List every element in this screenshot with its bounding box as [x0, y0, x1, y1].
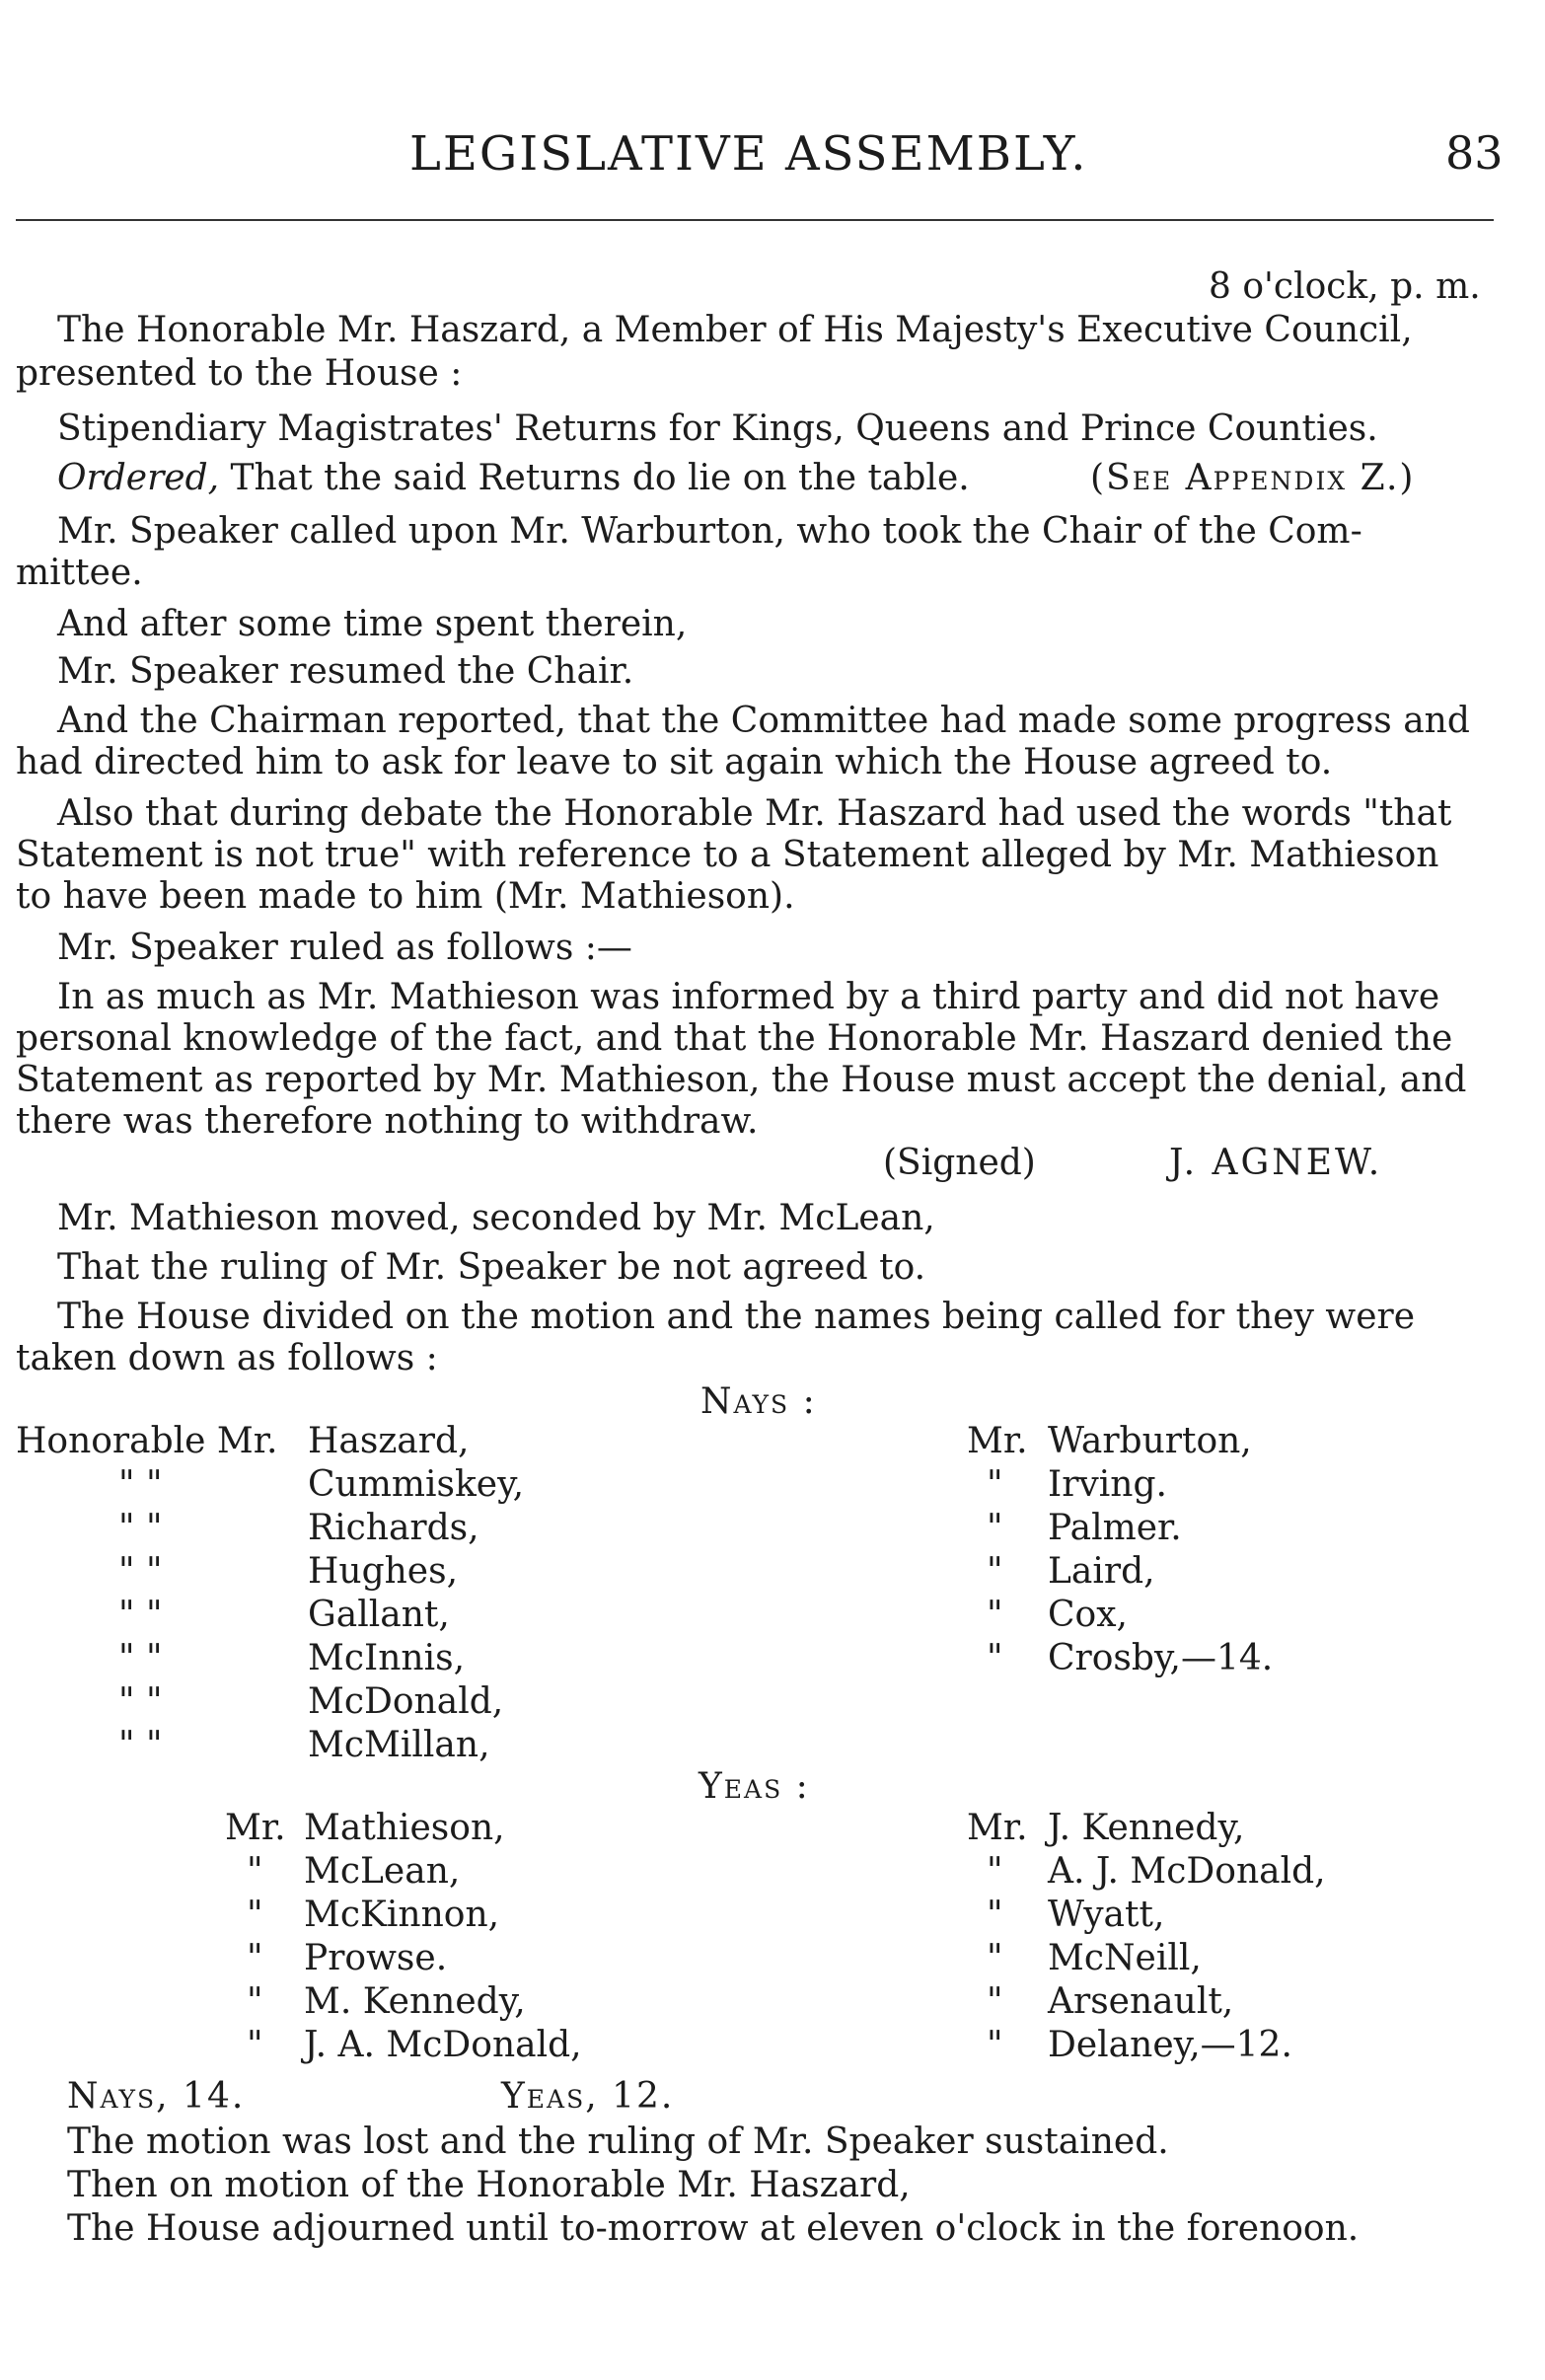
- ditto-mark: ": [987, 1895, 1003, 1935]
- vote-prefix: Honorable Mr.: [16, 1421, 278, 1461]
- vote-name: McMillan,: [308, 1725, 490, 1765]
- paragraph-line: Mr. Mathieson moved, seconded by Mr. McLean,: [57, 1198, 935, 1238]
- ditto-mark: ": [247, 1981, 263, 2022]
- ditto-mark: ": [247, 1938, 263, 1978]
- vote-name: Mathieson,: [304, 1808, 505, 1848]
- header-rule: [16, 219, 1494, 221]
- vote-name: Prowse.: [304, 1938, 448, 1978]
- paragraph-line: And after some time spent therein,: [57, 604, 688, 644]
- vote-name: J. Kennedy,: [1048, 1808, 1245, 1848]
- paragraph-line: The House adjourned until to-morrow at eleven o'clock in the forenoon.: [67, 2208, 1360, 2249]
- vote-name: McLean,: [304, 1851, 461, 1892]
- sitting-time: 8 o'clock, p. m.: [1209, 266, 1481, 307]
- vote-prefix: Mr.: [967, 1421, 1028, 1461]
- yeas-total: Yeas, 12.: [501, 2076, 675, 2117]
- paragraph-line: Statement is not true" with reference to a Statement alleged by Mr. Mathieson: [16, 835, 1439, 875]
- ditto-mark: ": [247, 2025, 263, 2065]
- ditto-mark: ": [987, 1938, 1003, 1978]
- vote-name: Delaney,—12.: [1048, 2025, 1292, 2065]
- running-title: LEGISLATIVE ASSEMBLY.: [409, 126, 1088, 182]
- paragraph-line: Mr. Speaker ruled as follows :—: [57, 928, 632, 968]
- paragraph-line: Also that during debate the Honorable Mr. Haszard had used the words "that: [57, 793, 1452, 834]
- ditto-mark: ": [987, 1595, 1003, 1635]
- ditto-mark: " ": [118, 1725, 163, 1765]
- signed-label: (Signed): [883, 1143, 1036, 1183]
- paragraph-line: personal knowledge of the fact, and that the Honorable Mr. Haszard denied the: [16, 1018, 1453, 1059]
- ditto-mark: " ": [118, 1551, 163, 1592]
- ditto-mark: ": [987, 1508, 1003, 1548]
- ditto-mark: ": [987, 1551, 1003, 1592]
- page-number: 83: [1445, 126, 1504, 180]
- paragraph-line: had directed him to ask for leave to sit again which the House agreed to.: [16, 742, 1333, 782]
- ditto-mark: ": [987, 1851, 1003, 1892]
- returns-line: Stipendiary Magistrates' Returns for Kings, Queens and Prince Counties.: [57, 409, 1378, 449]
- paragraph-line: Statement as reported by Mr. Mathieson, the House must accept the denial, and: [16, 1060, 1467, 1100]
- vote-name: Crosby,—14.: [1048, 1638, 1274, 1678]
- ditto-mark: " ": [118, 1638, 163, 1678]
- vote-name: A. J. McDonald,: [1048, 1851, 1326, 1892]
- vote-name: McDonald,: [308, 1681, 504, 1722]
- ditto-mark: " ": [118, 1595, 163, 1635]
- ditto-mark: ": [247, 1851, 263, 1892]
- ditto-mark: ": [987, 2025, 1003, 2065]
- paragraph-line: The House divided on the motion and the names being called for they were: [57, 1297, 1416, 1337]
- nays-total: Nays, 14.: [67, 2076, 246, 2117]
- ditto-mark: " ": [118, 1464, 163, 1505]
- paragraph-line: to have been made to him (Mr. Mathieson).: [16, 876, 795, 917]
- vote-name: Palmer.: [1048, 1508, 1182, 1548]
- vote-name: Cox,: [1048, 1595, 1128, 1635]
- ordered-line: [57, 458, 970, 499]
- vote-name: M. Kennedy,: [304, 1981, 526, 2022]
- vote-name: McNeill,: [1048, 1938, 1202, 1978]
- paragraph-line: Mr. Speaker called upon Mr. Warburton, who took the Chair of the Com-: [57, 511, 1362, 552]
- paragraph-line: mittee.: [16, 553, 143, 593]
- vote-name: Laird,: [1048, 1551, 1155, 1592]
- paragraph-line: In as much as Mr. Mathieson was informed by a third party and did not have: [57, 977, 1440, 1017]
- paragraph-line: presented to the House :: [16, 353, 463, 394]
- ditto-mark: ": [247, 1895, 263, 1935]
- paragraph-line: And the Chairman reported, that the Committee had made some progress and: [57, 701, 1470, 741]
- vote-name: Wyatt,: [1048, 1895, 1165, 1935]
- signatory-name: J. AGNEW.: [1169, 1143, 1383, 1183]
- vote-name: Richards,: [308, 1508, 479, 1548]
- paragraph-line: Then on motion of the Honorable Mr. Haszard,: [67, 2165, 911, 2205]
- paragraph-line: Mr. Speaker resumed the Chair.: [57, 651, 634, 692]
- vote-name: Hughes,: [308, 1551, 459, 1592]
- ditto-mark: ": [987, 1638, 1003, 1678]
- vote-name: J. A. McDonald,: [304, 2025, 582, 2065]
- ditto-mark: ": [987, 1981, 1003, 2022]
- vote-name: Arsenault,: [1048, 1981, 1234, 2022]
- paragraph-line: That the ruling of Mr. Speaker be not agreed to.: [57, 1247, 926, 1288]
- vote-prefix: Mr.: [967, 1808, 1028, 1848]
- paragraph-line: taken down as follows :: [16, 1338, 438, 1378]
- ditto-mark: " ": [118, 1508, 163, 1548]
- vote-name: Irving.: [1048, 1464, 1167, 1505]
- ordered-text: That the said Returns do lie on the table.: [230, 458, 970, 498]
- vote-name: McKinnon,: [304, 1895, 500, 1935]
- ditto-mark: " ": [118, 1681, 163, 1722]
- vote-name: Gallant,: [308, 1595, 450, 1635]
- appendix-reference: (See Appendix Z.): [1090, 458, 1416, 498]
- nays-heading: Nays :: [700, 1381, 817, 1422]
- yeas-heading: Yeas :: [699, 1766, 810, 1807]
- vote-name: Warburton,: [1048, 1421, 1252, 1461]
- ordered-lead: Ordered,: [57, 458, 220, 498]
- vote-name: Cummiskey,: [308, 1464, 525, 1505]
- paragraph-line: The Honorable Mr. Haszard, a Member of His Majesty's Executive Council,: [57, 310, 1413, 350]
- ditto-mark: ": [987, 1464, 1003, 1505]
- page-header: [0, 126, 1545, 186]
- vote-prefix: Mr.: [225, 1808, 286, 1848]
- paragraph-line: The motion was lost and the ruling of Mr. Speaker sustained.: [67, 2121, 1169, 2162]
- vote-name: McInnis,: [308, 1638, 466, 1678]
- paragraph-line: there was therefore nothing to withdraw.: [16, 1101, 759, 1142]
- vote-name: Haszard,: [308, 1421, 470, 1461]
